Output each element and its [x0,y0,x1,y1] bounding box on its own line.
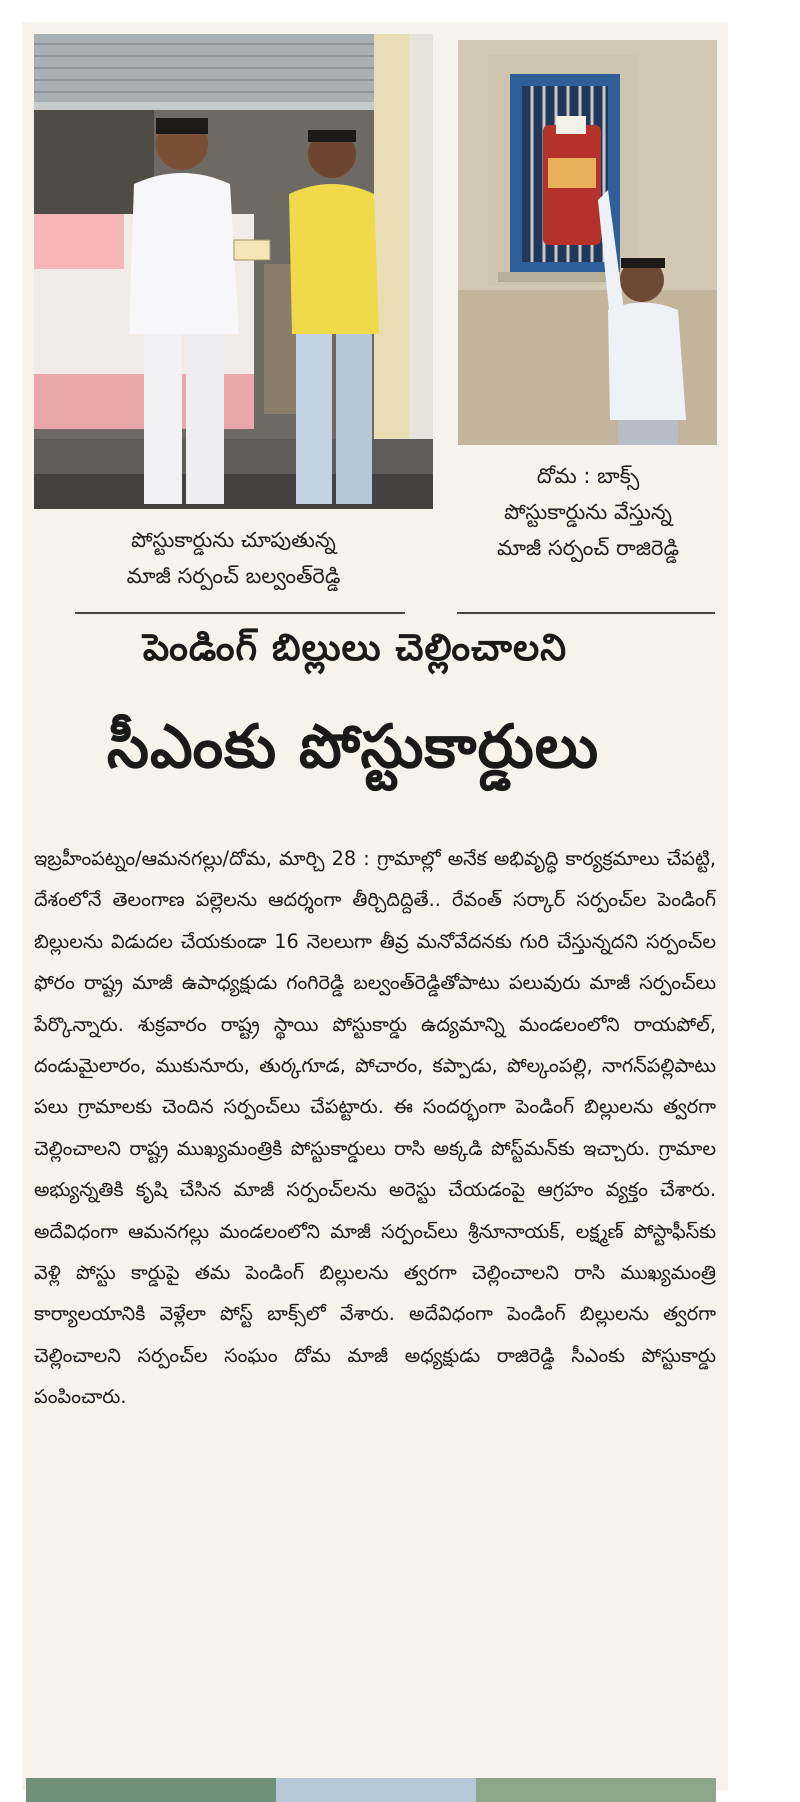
caption-right [455,458,721,566]
headline-main: సీఎంకు పోస్టుకార్డులు [106,712,600,782]
next-photo-strip [26,1778,716,1802]
caption-left-line-2: మాజీ సర్పంచ్ బల్వంత్‌రెడ్డి [126,564,341,588]
headline-kicker: పెండింగ్ బిల్లులు చెల్లించాలని [142,626,568,669]
divider-left [75,612,405,614]
divider-right [457,612,715,614]
caption-right-line-3: మాజీ సర్పంచ్ రాజిరెడ్డి [496,536,680,560]
caption-left-line-1: పోస్టుకార్డును చూపుతున్న [131,528,336,552]
photo-handing-postcard [34,34,433,509]
caption-left [34,522,433,594]
caption-right-line-1: దోమ : బాక్స్ [536,464,640,488]
photo-posting-box [458,40,717,445]
caption-right-line-2: పోస్టుకార్డును వేస్తున్న [504,500,672,524]
article-body: ఇబ్రహీంపట్నం/ఆమనగల్లు/దోమ, మార్చి 28 : గ్రామాల్లో అనేక అభివృద్ధి కార్యక్రమాలు చేపట్టి, దేశంలోనే తెలంగాణ పల్లెలను ఆదర్శంగా తీర్చిదిద్దితే.. రేవంత్ సర్కార్ సర్పంచ్‌ల పెండింగ్ బిల్లులను విడుదల చేయకుండా 16 నెలలుగా తీవ్ర మనోవేదనకు గురి చేస్తున్నదని సర్పంచ్‌ల ఫోరం రాష్ట్ర మాజీ ఉపాధ్యక్షుడు గంగిరెడ్డి బల్వంత్‌రెడ్డితోపాటు పలువురు మాజీ సర్పంచ్‌లు పేర్కొన్నారు. శుక్రవారం రాష్ట్ర స్థాయి పోస్టుకార్డు ఉద్యమాన్ని మండలంలోని రాయపోల్, దండుమైలారం, ముకునూరు, తుర్కగూడ, పోచారం, కప్పాడు, పోల్కంపల్లి, నాగన్‌పల్లిపాటు పలు గ్రామాలకు చెందిన సర్పంచ్‌లు చేపట్టారు. ఈ సందర్భంగా పెండింగ్ బిల్లులను త్వరగా చెల్లించాలని రాష్ట్ర ముఖ్యమంత్రికి పోస్టుకార్డులు రాసి అక్కడి పోస్ట్‌మన్‌కు ఇచ్చారు. గ్రామాల అభ్యున్నతికి కృషి చేసిన మాజీ సర్పంచ్‌లను అరెస్టు చేయడంపై ఆగ్రహం వ్యక్తం చేశారు. అదేవిధంగా ఆమనగల్లు మండలంలోని మాజీ సర్పంచ్‌లు శ్రీనూనాయక్, లక్ష్మణ్ పోస్టాఫీస్‌కు వెళ్లి పోస్టు కార్డుపై తమ పెండింగ్ బిల్లులను త్వరగా చెల్లించాలని రాసి ముఖ్యమంత్రి కార్యాలయానికి వెళ్లేలా పోస్ట్ బాక్స్‌లో వేశారు. అదేవిధంగా పెండింగ్ బిల్లులను త్వరగా చెల్లించాలని సర్పంచ్‌ల సంఘం దోమ మాజీ అధ్యక్షుడు రాజిరెడ్డి సీఎంకు పోస్టుకార్డు పంపించారు. [34,847,716,1409]
